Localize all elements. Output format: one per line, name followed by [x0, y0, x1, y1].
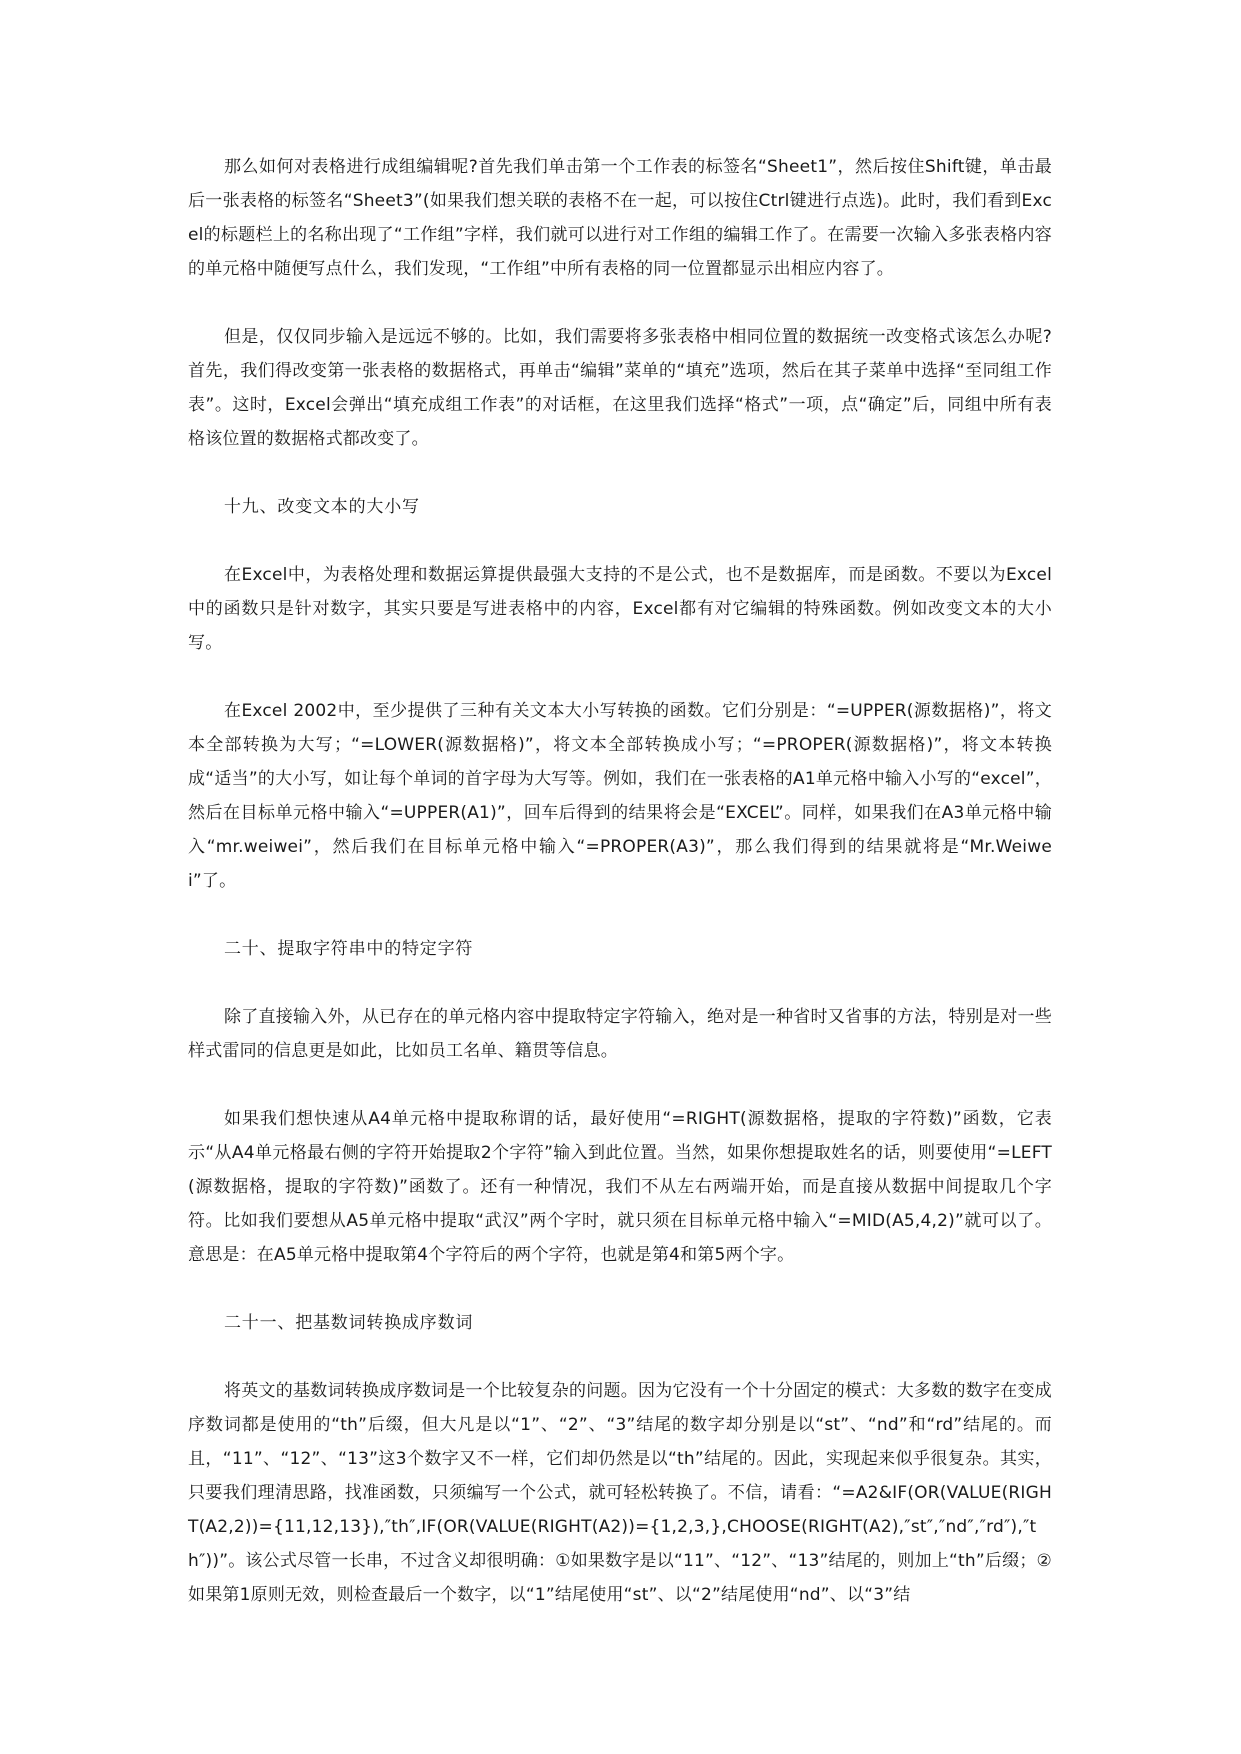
paragraph-gap	[188, 660, 1052, 694]
section-heading-21: 二十一、把基数词转换成序数词	[224, 1313, 474, 1333]
paragraph-gap	[188, 898, 1052, 932]
paragraph-work-group-editing: 那么如何对表格进行成组编辑呢?首先我们单击第一个工作表的标签名“Sheet1”，然后按住Shift键，单击最后一张表格的标签名“Sheet3”(如果我们想关联的表格不在一起，可以按住Ctrl键进行点选)。此时，我们看到Excel的标题栏上的名称出现了“工作组”字样，我们就可以进行对工作组的编辑工作了。在需要一次输入多张表格内容的单元格中随便写点什么，我们发现，“工作组”中所有表格的同一位置都显示出相应内容了。	[188, 157, 1052, 279]
paragraph-gap	[188, 966, 1052, 1000]
paragraph-right-left-mid-functions: 如果我们想快速从A4单元格中提取称谓的话，最好使用“=RIGHT(源数据格，提取的字符数)”函数，它表示“从A4单元格最右侧的字符开始提取2个字符”输入到此位置。当然，如果你想提取姓名的话，则要使用“=LEFT(源数据格，提取的字符数)”函数了。还有一种情况，我们不从左右两端开始，而是直接从数据中间提取几个字符。比如我们要想从A5单元格中提取“武汉”两个字时，就只须在目标单元格中输入“=MID(A5,4,2)”就可以了。意思是：在A5单元格中提取第4个字符后的两个字符，也就是第4和第5两个字。	[188, 1109, 1052, 1265]
paragraph-gap	[188, 1068, 1052, 1102]
paragraph-gap	[188, 1340, 1052, 1374]
paragraph-extract-characters-intro: 除了直接输入外，从已存在的单元格内容中提取特定字符输入，绝对是一种省时又省事的方法，特别是对一些样式雷同的信息更是如此，比如员工名单、籍贯等信息。	[188, 1007, 1052, 1061]
document-body	[188, 150, 1052, 1612]
paragraph-group-format-fill: 但是，仅仅同步输入是远远不够的。比如，我们需要将多张表格中相同位置的数据统一改变格式该怎么办呢?首先，我们得改变第一张表格的数据格式，再单击“编辑”菜单的“填充”选项，然后在其子菜单中选择“至同组工作表”。这时，Excel会弹出“填充成组工作表”的对话框，在这里我们选择“格式”一项，点“确定”后，同组中所有表格该位置的数据格式都改变了。	[188, 327, 1052, 449]
paragraph-ordinal-conversion: 将英文的基数词转换成序数词是一个比较复杂的问题。因为它没有一个十分固定的模式：大多数的数字在变成序数词都是使用的“th”后缀，但大凡是以“1”、“2”、“3”结尾的数字却分别是以“st”、“nd”和“rd”结尾的。而且，“11”、“12”、“13”这3个数字又不一样，它们却仍然是以“th”结尾的。因此，实现起来似乎很复杂。其实，只要我们理清思路，找准函数，只须编写一个公式，就可轻松转换了。不信，请看：“=A2&IF(OR(VALUE(RIGHT(A2,2))={11,12,13}),″th″,IF(OR(VALUE(RIGHT(A2))={1,2,3,},CHOOSE(RIGHT(A2),″st″,″nd″,″rd″),″th″))”。该公式尽管一长串，不过含义却很明确：①如果数字是以“11”、“12”、“13”结尾的，则加上“th”后缀；②如果第1原则无效，则检查最后一个数字，以“1”结尾使用“st”、以“2”结尾使用“nd”、以“3”结	[188, 1381, 1052, 1605]
paragraph-gap	[188, 456, 1052, 490]
section-heading-19: 十九、改变文本的大小写	[224, 497, 420, 517]
paragraph-gap	[188, 1272, 1052, 1306]
paragraph-gap	[188, 524, 1052, 558]
paragraph-gap	[188, 286, 1052, 320]
paragraph-case-conversion-functions: 在Excel 2002中，至少提供了三种有关文本大小写转换的函数。它们分别是：“=UPPER(源数据格)”，将文本全部转换为大写；“=LOWER(源数据格)”，将文本全部转换成小写；“=PROPER(源数据格)”，将文本转换成“适当”的大小写，如让每个单词的首字母为大写等。例如，我们在一张表格的A1单元格中输入小写的“excel”，然后在目标单元格中输入“=UPPER(A1)”，回车后得到的结果将会是“EXCEL”。同样，如果我们在A3单元格中输入“mr.weiwei”，然后我们在目标单元格中输入“=PROPER(A3)”，那么我们得到的结果就将是“Mr.Weiwei”了。	[188, 701, 1052, 891]
paragraph-excel-functions-intro: 在Excel中，为表格处理和数据运算提供最强大支持的不是公式，也不是数据库，而是函数。不要以为Excel中的函数只是针对数字，其实只要是写进表格中的内容，Excel都有对它编辑的特殊函数。例如改变文本的大小写。	[188, 565, 1052, 653]
section-heading-20: 二十、提取字符串中的特定字符	[224, 939, 474, 959]
